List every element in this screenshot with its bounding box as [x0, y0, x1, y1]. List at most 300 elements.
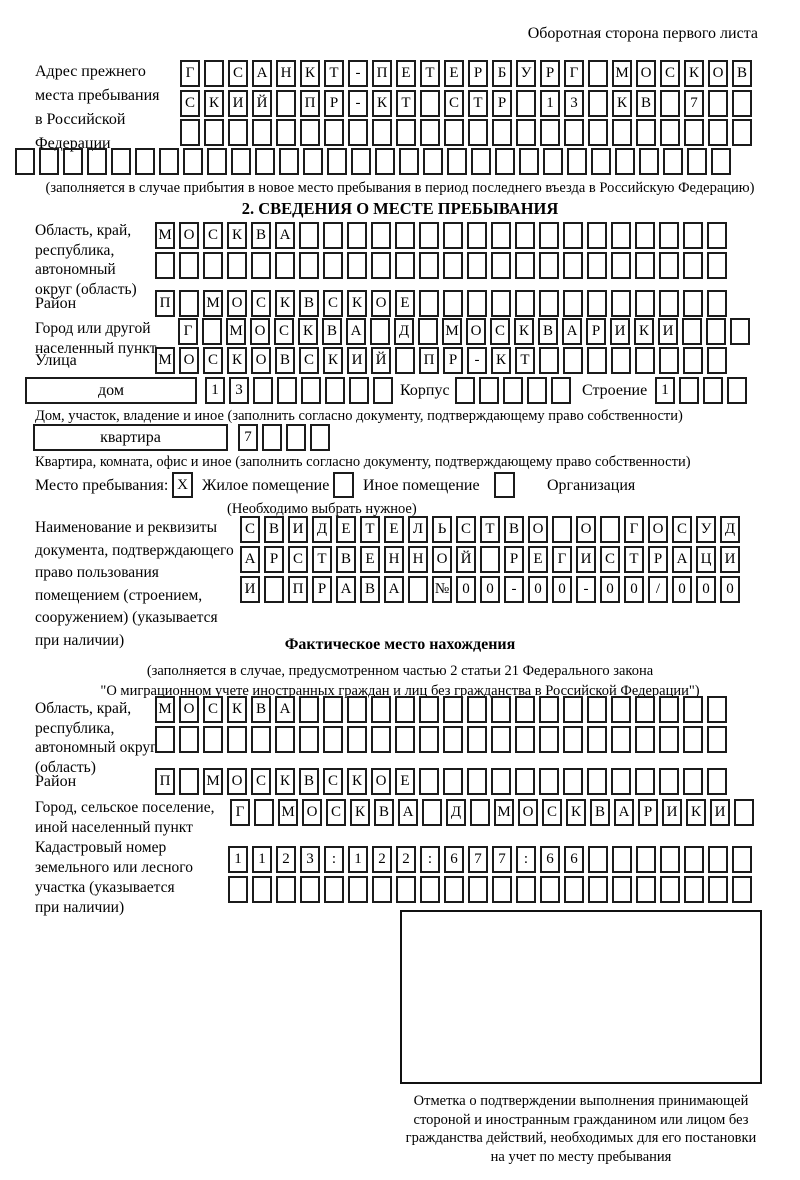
char-cell[interactable]: С [203, 696, 223, 723]
char-cell[interactable]: А [346, 318, 366, 345]
char-cell[interactable] [539, 726, 559, 753]
char-cell[interactable]: В [299, 290, 319, 317]
char-cell[interactable]: С [542, 799, 562, 826]
char-cell[interactable] [635, 347, 655, 374]
char-cell[interactable]: - [576, 576, 596, 603]
char-cell[interactable] [299, 222, 319, 249]
char-cell[interactable] [324, 119, 344, 146]
char-cell[interactable]: Г [178, 318, 198, 345]
char-cell[interactable] [351, 148, 371, 175]
char-cell[interactable] [323, 222, 343, 249]
char-cell[interactable] [420, 119, 440, 146]
char-cell[interactable] [659, 696, 679, 723]
char-cell[interactable] [635, 696, 655, 723]
char-cell[interactable]: М [155, 696, 175, 723]
char-cell[interactable] [371, 726, 391, 753]
char-cell[interactable]: С [456, 516, 476, 543]
char-cell[interactable] [419, 222, 439, 249]
char-cell[interactable] [373, 377, 393, 404]
char-cell[interactable] [635, 222, 655, 249]
char-cell[interactable] [588, 90, 608, 117]
char-cell[interactable] [300, 119, 320, 146]
char-cell[interactable]: О [576, 516, 596, 543]
char-cell[interactable] [611, 347, 631, 374]
char-cell[interactable] [348, 876, 368, 903]
char-cell[interactable] [310, 424, 330, 451]
char-cell[interactable]: : [516, 846, 536, 873]
char-cell[interactable] [325, 377, 345, 404]
char-cell[interactable] [708, 876, 728, 903]
char-cell[interactable] [183, 148, 203, 175]
char-cell[interactable] [539, 347, 559, 374]
char-cell[interactable]: Т [624, 546, 644, 573]
char-cell[interactable] [660, 876, 680, 903]
char-cell[interactable]: 1 [228, 846, 248, 873]
checkbox-zhiloe[interactable]: X [172, 472, 193, 498]
char-cell[interactable]: - [348, 90, 368, 117]
char-cell[interactable] [635, 768, 655, 795]
char-cell[interactable] [39, 148, 59, 175]
char-cell[interactable] [396, 876, 416, 903]
char-cell[interactable]: К [227, 696, 247, 723]
char-cell[interactable]: К [686, 799, 706, 826]
char-cell[interactable] [418, 318, 438, 345]
char-cell[interactable] [659, 347, 679, 374]
char-cell[interactable] [155, 252, 175, 279]
char-cell[interactable]: О [636, 60, 656, 87]
char-cell[interactable] [63, 148, 83, 175]
char-cell[interactable]: Т [312, 546, 332, 573]
char-cell[interactable]: У [516, 60, 536, 87]
char-cell[interactable] [612, 846, 632, 873]
char-cell[interactable] [422, 799, 442, 826]
char-cell[interactable] [479, 377, 499, 404]
char-cell[interactable] [423, 148, 443, 175]
char-cell[interactable]: 0 [672, 576, 692, 603]
char-cell[interactable]: 0 [600, 576, 620, 603]
char-cell[interactable] [179, 290, 199, 317]
char-cell[interactable] [324, 876, 344, 903]
char-cell[interactable]: С [323, 768, 343, 795]
char-cell[interactable] [587, 347, 607, 374]
char-cell[interactable] [179, 726, 199, 753]
char-cell[interactable]: О [466, 318, 486, 345]
char-cell[interactable] [683, 290, 703, 317]
char-cell[interactable]: В [275, 347, 295, 374]
char-cell[interactable] [349, 377, 369, 404]
char-cell[interactable]: С [203, 347, 223, 374]
char-cell[interactable]: И [288, 516, 308, 543]
char-cell[interactable] [179, 252, 199, 279]
char-cell[interactable]: Ц [696, 546, 716, 573]
char-cell[interactable] [551, 377, 571, 404]
char-cell[interactable] [323, 726, 343, 753]
char-cell[interactable] [708, 119, 728, 146]
char-cell[interactable] [371, 252, 391, 279]
char-cell[interactable] [587, 726, 607, 753]
char-cell[interactable] [635, 252, 655, 279]
char-cell[interactable]: Г [230, 799, 250, 826]
char-cell[interactable] [636, 119, 656, 146]
char-cell[interactable]: С [288, 546, 308, 573]
char-cell[interactable]: И [610, 318, 630, 345]
char-cell[interactable] [276, 119, 296, 146]
char-cell[interactable] [539, 768, 559, 795]
char-cell[interactable]: О [302, 799, 322, 826]
char-cell[interactable] [111, 148, 131, 175]
char-cell[interactable] [443, 290, 463, 317]
char-cell[interactable] [588, 60, 608, 87]
char-cell[interactable] [663, 148, 683, 175]
char-cell[interactable] [707, 290, 727, 317]
char-cell[interactable]: О [648, 516, 668, 543]
char-cell[interactable] [587, 290, 607, 317]
char-cell[interactable]: И [347, 347, 367, 374]
char-cell[interactable]: В [322, 318, 342, 345]
char-cell[interactable] [612, 876, 632, 903]
char-cell[interactable]: А [275, 222, 295, 249]
char-cell[interactable]: П [372, 60, 392, 87]
char-cell[interactable] [683, 726, 703, 753]
char-cell[interactable] [299, 696, 319, 723]
char-cell[interactable] [455, 377, 475, 404]
char-cell[interactable]: М [155, 347, 175, 374]
char-cell[interactable]: М [278, 799, 298, 826]
char-cell[interactable] [204, 119, 224, 146]
char-cell[interactable] [563, 290, 583, 317]
char-cell[interactable]: 2 [276, 846, 296, 873]
char-cell[interactable]: Т [515, 347, 535, 374]
char-cell[interactable]: К [300, 60, 320, 87]
char-cell[interactable]: О [227, 768, 247, 795]
char-cell[interactable]: О [250, 318, 270, 345]
char-cell[interactable] [539, 222, 559, 249]
char-cell[interactable]: О [528, 516, 548, 543]
char-cell[interactable] [659, 252, 679, 279]
char-cell[interactable]: И [710, 799, 730, 826]
char-cell[interactable] [659, 726, 679, 753]
char-cell[interactable]: И [228, 90, 248, 117]
char-cell[interactable]: 1 [540, 90, 560, 117]
char-cell[interactable] [277, 377, 297, 404]
char-cell[interactable]: М [226, 318, 246, 345]
char-cell[interactable]: А [336, 576, 356, 603]
char-cell[interactable] [419, 252, 439, 279]
char-cell[interactable] [515, 726, 535, 753]
char-cell[interactable] [683, 768, 703, 795]
char-cell[interactable]: Р [324, 90, 344, 117]
char-cell[interactable]: № [432, 576, 452, 603]
char-cell[interactable]: С [228, 60, 248, 87]
char-cell[interactable]: Е [395, 768, 415, 795]
char-cell[interactable]: Р [540, 60, 560, 87]
char-cell[interactable] [396, 119, 416, 146]
char-cell[interactable]: И [576, 546, 596, 573]
char-cell[interactable]: О [179, 222, 199, 249]
char-cell[interactable]: Р [468, 60, 488, 87]
char-cell[interactable]: Л [408, 516, 428, 543]
char-cell[interactable]: И [662, 799, 682, 826]
char-cell[interactable] [228, 876, 248, 903]
char-cell[interactable] [707, 726, 727, 753]
char-cell[interactable]: Р [312, 576, 332, 603]
char-cell[interactable]: Б [492, 60, 512, 87]
char-cell[interactable]: Р [648, 546, 668, 573]
char-cell[interactable]: И [658, 318, 678, 345]
char-cell[interactable]: - [504, 576, 524, 603]
char-cell[interactable]: Д [720, 516, 740, 543]
char-cell[interactable] [372, 119, 392, 146]
char-cell[interactable]: М [203, 768, 223, 795]
char-cell[interactable]: К [612, 90, 632, 117]
char-cell[interactable]: 7 [684, 90, 704, 117]
char-cell[interactable] [279, 148, 299, 175]
char-cell[interactable] [611, 768, 631, 795]
char-cell[interactable]: Р [443, 347, 463, 374]
char-cell[interactable]: И [720, 546, 740, 573]
char-cell[interactable] [467, 222, 487, 249]
char-cell[interactable] [264, 576, 284, 603]
char-cell[interactable] [660, 90, 680, 117]
char-cell[interactable] [371, 222, 391, 249]
char-cell[interactable]: В [538, 318, 558, 345]
char-cell[interactable] [395, 696, 415, 723]
char-cell[interactable] [372, 876, 392, 903]
char-cell[interactable] [491, 768, 511, 795]
char-cell[interactable] [419, 696, 439, 723]
char-cell[interactable]: К [298, 318, 318, 345]
char-cell[interactable] [323, 252, 343, 279]
char-cell[interactable] [276, 90, 296, 117]
char-cell[interactable] [563, 222, 583, 249]
char-cell[interactable] [587, 768, 607, 795]
char-cell[interactable]: К [372, 90, 392, 117]
char-cell[interactable] [491, 252, 511, 279]
char-cell[interactable]: 0 [624, 576, 644, 603]
char-cell[interactable] [155, 726, 175, 753]
char-cell[interactable]: В [636, 90, 656, 117]
char-cell[interactable] [323, 696, 343, 723]
char-cell[interactable] [347, 222, 367, 249]
char-cell[interactable] [734, 799, 754, 826]
char-cell[interactable]: Е [528, 546, 548, 573]
char-cell[interactable]: 2 [372, 846, 392, 873]
char-cell[interactable] [252, 876, 272, 903]
char-cell[interactable]: 0 [696, 576, 716, 603]
char-cell[interactable]: С [203, 222, 223, 249]
char-cell[interactable]: 7 [238, 424, 258, 451]
char-cell[interactable]: : [324, 846, 344, 873]
char-cell[interactable]: 7 [468, 846, 488, 873]
char-cell[interactable] [275, 252, 295, 279]
char-cell[interactable]: 6 [540, 846, 560, 873]
char-cell[interactable]: Т [468, 90, 488, 117]
char-cell[interactable] [703, 377, 723, 404]
char-cell[interactable]: С [672, 516, 692, 543]
char-cell[interactable] [539, 290, 559, 317]
char-cell[interactable] [660, 119, 680, 146]
char-cell[interactable] [636, 876, 656, 903]
char-cell[interactable] [327, 148, 347, 175]
char-cell[interactable] [727, 377, 747, 404]
char-cell[interactable]: Д [312, 516, 332, 543]
char-cell[interactable] [253, 377, 273, 404]
char-cell[interactable] [683, 696, 703, 723]
char-cell[interactable] [467, 726, 487, 753]
char-cell[interactable]: 6 [444, 846, 464, 873]
char-cell[interactable]: О [179, 696, 199, 723]
char-cell[interactable] [684, 846, 704, 873]
char-cell[interactable]: 0 [480, 576, 500, 603]
char-cell[interactable] [516, 876, 536, 903]
char-cell[interactable]: А [614, 799, 634, 826]
char-cell[interactable]: И [240, 576, 260, 603]
char-cell[interactable] [347, 252, 367, 279]
char-cell[interactable]: О [179, 347, 199, 374]
char-cell[interactable]: Г [564, 60, 584, 87]
char-cell[interactable]: С [299, 347, 319, 374]
char-cell[interactable]: Т [396, 90, 416, 117]
char-cell[interactable]: В [504, 516, 524, 543]
char-cell[interactable] [443, 768, 463, 795]
char-cell[interactable]: С [444, 90, 464, 117]
char-cell[interactable] [588, 846, 608, 873]
char-cell[interactable] [659, 222, 679, 249]
char-cell[interactable] [683, 252, 703, 279]
char-cell[interactable] [708, 90, 728, 117]
char-cell[interactable]: П [155, 768, 175, 795]
char-cell[interactable] [447, 148, 467, 175]
char-cell[interactable] [564, 876, 584, 903]
char-cell[interactable] [683, 347, 703, 374]
char-cell[interactable]: В [251, 696, 271, 723]
char-cell[interactable] [543, 148, 563, 175]
char-cell[interactable] [467, 768, 487, 795]
char-cell[interactable] [636, 846, 656, 873]
char-cell[interactable]: 1 [655, 377, 675, 404]
char-cell[interactable]: 0 [552, 576, 572, 603]
char-cell[interactable] [732, 90, 752, 117]
char-cell[interactable] [659, 290, 679, 317]
char-cell[interactable]: С [251, 290, 271, 317]
char-cell[interactable] [707, 222, 727, 249]
char-cell[interactable] [395, 222, 415, 249]
char-cell[interactable]: П [288, 576, 308, 603]
char-cell[interactable]: Й [456, 546, 476, 573]
char-cell[interactable]: Е [396, 60, 416, 87]
checkbox-inoe[interactable] [333, 472, 354, 498]
char-cell[interactable]: П [419, 347, 439, 374]
char-cell[interactable] [299, 726, 319, 753]
char-cell[interactable]: В [590, 799, 610, 826]
char-cell[interactable] [15, 148, 35, 175]
char-cell[interactable] [563, 768, 583, 795]
char-cell[interactable] [515, 252, 535, 279]
char-cell[interactable]: 1 [252, 846, 272, 873]
char-cell[interactable] [684, 876, 704, 903]
char-cell[interactable]: : [420, 846, 440, 873]
char-cell[interactable]: В [360, 576, 380, 603]
char-cell[interactable]: 7 [492, 846, 512, 873]
char-cell[interactable]: Г [624, 516, 644, 543]
char-cell[interactable]: К [491, 347, 511, 374]
char-cell[interactable]: Т [360, 516, 380, 543]
char-cell[interactable] [503, 377, 523, 404]
char-cell[interactable] [231, 148, 251, 175]
char-cell[interactable] [408, 576, 428, 603]
char-cell[interactable] [252, 119, 272, 146]
char-cell[interactable]: А [562, 318, 582, 345]
char-cell[interactable] [286, 424, 306, 451]
char-cell[interactable] [683, 222, 703, 249]
char-cell[interactable] [707, 696, 727, 723]
char-cell[interactable]: 1 [205, 377, 225, 404]
char-cell[interactable] [611, 696, 631, 723]
char-cell[interactable] [492, 876, 512, 903]
char-cell[interactable]: С [180, 90, 200, 117]
char-cell[interactable]: - [348, 60, 368, 87]
char-cell[interactable] [443, 696, 463, 723]
char-cell[interactable] [612, 119, 632, 146]
char-cell[interactable]: О [708, 60, 728, 87]
char-cell[interactable] [251, 252, 271, 279]
char-cell[interactable]: Е [395, 290, 415, 317]
char-cell[interactable]: С [600, 546, 620, 573]
char-cell[interactable] [600, 516, 620, 543]
char-cell[interactable] [301, 377, 321, 404]
char-cell[interactable] [564, 119, 584, 146]
char-cell[interactable]: К [347, 290, 367, 317]
char-cell[interactable] [588, 119, 608, 146]
char-cell[interactable]: В [264, 516, 284, 543]
char-cell[interactable] [587, 252, 607, 279]
char-cell[interactable] [587, 696, 607, 723]
char-cell[interactable]: В [732, 60, 752, 87]
char-cell[interactable] [203, 252, 223, 279]
char-cell[interactable] [347, 696, 367, 723]
char-cell[interactable] [299, 252, 319, 279]
char-cell[interactable] [202, 318, 222, 345]
char-cell[interactable] [135, 148, 155, 175]
char-cell[interactable] [539, 696, 559, 723]
char-cell[interactable] [515, 696, 535, 723]
char-cell[interactable]: М [155, 222, 175, 249]
char-cell[interactable] [539, 252, 559, 279]
char-cell[interactable]: С [251, 768, 271, 795]
char-cell[interactable]: Ь [432, 516, 452, 543]
char-cell[interactable] [635, 726, 655, 753]
char-cell[interactable] [375, 148, 395, 175]
char-cell[interactable] [567, 148, 587, 175]
char-cell[interactable]: Е [360, 546, 380, 573]
char-cell[interactable]: Р [264, 546, 284, 573]
char-cell[interactable]: А [672, 546, 692, 573]
char-cell[interactable] [540, 119, 560, 146]
char-cell[interactable]: К [634, 318, 654, 345]
char-cell[interactable] [443, 222, 463, 249]
char-cell[interactable]: Т [420, 60, 440, 87]
char-cell[interactable]: К [227, 347, 247, 374]
char-cell[interactable] [443, 726, 463, 753]
char-cell[interactable]: Г [552, 546, 572, 573]
char-cell[interactable] [419, 768, 439, 795]
char-cell[interactable]: О [432, 546, 452, 573]
char-cell[interactable] [395, 347, 415, 374]
char-cell[interactable] [491, 696, 511, 723]
char-cell[interactable] [707, 347, 727, 374]
char-cell[interactable] [180, 119, 200, 146]
checkbox-organizaciya[interactable] [494, 472, 515, 498]
